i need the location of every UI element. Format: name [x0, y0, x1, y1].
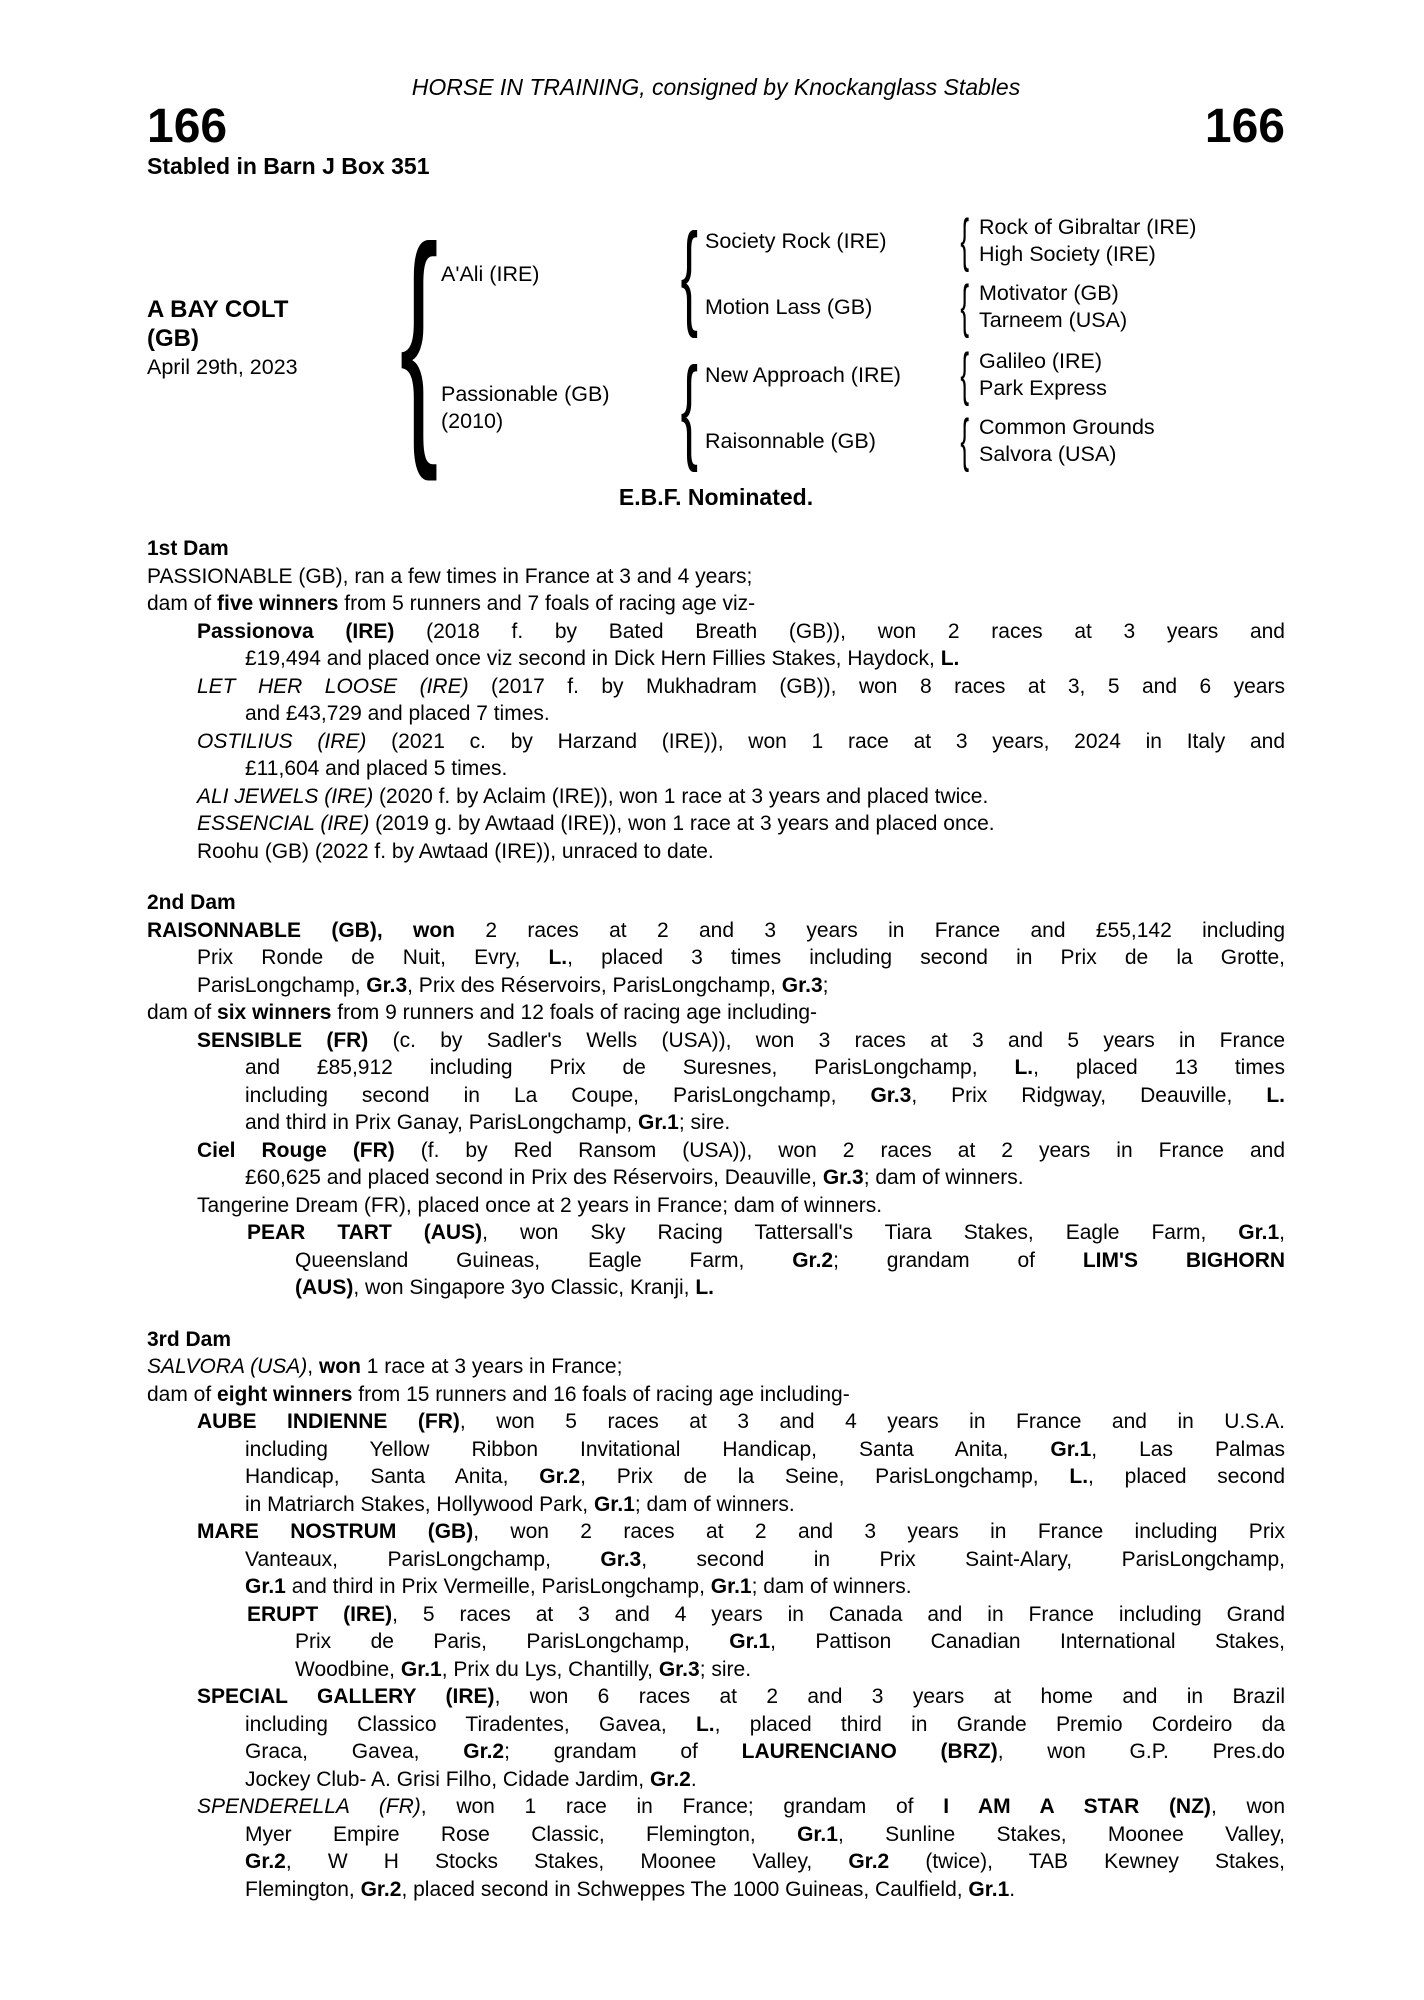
- text-run: (2017 f. by Mukhadram (GB)), won 8 races at 3, 5 and 6 years: [468, 674, 1285, 698]
- pedigree-grandparent-pairs: [705, 342, 1285, 473]
- bold-text-run: eight winners: [217, 1382, 353, 1406]
- text-run: ; sire.: [699, 1657, 752, 1681]
- dam-section-heading: 3rd Dam: [147, 1327, 232, 1351]
- dam-section: [147, 1326, 1285, 1904]
- pedigree-great-grandparent-name: Galileo (IRE): [979, 349, 1103, 373]
- pedigree-great-grandparent-name: Common Grounds: [979, 415, 1155, 439]
- bold-text-run: SENSIBLE (FR): [197, 1028, 369, 1052]
- text-run: , Las Palmas: [1091, 1437, 1286, 1461]
- text-run: Prix Ronde de Nuit, Evry,: [197, 946, 549, 969]
- text-run: Jockey Club- A. Grisi Filho, Cidade Jardim,: [245, 1767, 650, 1791]
- text-line: [147, 1408, 1285, 1436]
- text-run: from 9 runners and 12 foals of racing age including-: [331, 1001, 818, 1024]
- text-line: [147, 972, 1285, 1000]
- pedigree-text-paragraph: [147, 810, 1285, 838]
- text-line: [147, 1601, 1285, 1629]
- curly-brace: {: [960, 208, 970, 273]
- text-line: [147, 1436, 1285, 1464]
- curly-brace: {: [960, 408, 970, 473]
- bold-text-run: Gr.3: [600, 1547, 642, 1571]
- text-run: , won 5 races at 3 and 4 years in France and in U.S.A.: [459, 1410, 1285, 1433]
- bold-text-run: L.: [695, 1276, 714, 1299]
- pedigree-pair: [705, 208, 1285, 273]
- pedigree-pair: [705, 408, 1285, 473]
- text-line: [147, 917, 1285, 945]
- pedigree-great-grandparent-name: Salvora (USA): [979, 442, 1117, 466]
- bold-text-run: Gr.3: [781, 973, 823, 997]
- text-run: (f. by Red Ransom (USA)), won 2 races at 2 years in France and: [394, 1138, 1285, 1162]
- dam-section-heading: 2nd Dam: [147, 891, 236, 914]
- text-line: [147, 1247, 1285, 1275]
- italic-text-run: ALI JEWELS (IRE): [197, 784, 374, 808]
- text-line: [147, 728, 1285, 756]
- lot-number-left: 166: [147, 100, 228, 153]
- bold-text-run: Gr.2: [360, 1877, 402, 1901]
- text-line: [147, 1109, 1285, 1137]
- text-run: , second in Prix Saint-Alary, ParisLongchamp,: [641, 1547, 1285, 1571]
- text-line: [147, 1628, 1285, 1656]
- bold-text-run: Gr.1: [710, 1575, 752, 1598]
- pedigree-text-paragraph: [147, 1381, 1285, 1409]
- text-run: ,: [307, 1355, 319, 1378]
- pedigree-pair: [705, 274, 1285, 339]
- bold-text-run: LAURENCIANO (BRZ): [741, 1740, 998, 1763]
- text-run: (c. by Sadler's Wells (USA)), won 3 races at 3 and 5 years in France: [368, 1028, 1285, 1052]
- text-line: [147, 1518, 1285, 1546]
- text-run: ParisLongchamp,: [197, 973, 367, 997]
- pedigree-grandparent-name: Motion Lass (GB): [705, 294, 873, 319]
- text-run: , W H Stocks Stakes, Moonee Valley,: [285, 1850, 849, 1873]
- text-run: including second in La Coupe, ParisLongchamp,: [245, 1083, 871, 1107]
- bold-text-run: ERUPT (IRE): [247, 1602, 393, 1626]
- bold-text-run: Gr.3: [870, 1083, 912, 1107]
- text-run: ; dam of winners.: [863, 1166, 1024, 1189]
- italic-text-run: LET HER LOOSE (IRE): [197, 674, 469, 698]
- text-run: , Pattison Canadian International Stakes,: [770, 1630, 1286, 1653]
- pedigree-subject: [147, 212, 397, 464]
- bold-text-run: Gr.1: [797, 1822, 838, 1846]
- italic-text-run: ESSENCIAL (IRE): [197, 812, 370, 835]
- bold-text-run: L.: [1266, 1083, 1285, 1107]
- text-run: ,: [1279, 1221, 1285, 1244]
- pedigree-grandparent-name: Raisonnable (GB): [705, 428, 876, 453]
- bold-text-run: I AM A STAR (NZ): [943, 1795, 1211, 1818]
- text-run: ; sire.: [678, 1111, 731, 1134]
- pedigree-text-paragraph: [147, 1137, 1285, 1192]
- pedigree-table: [147, 193, 1285, 482]
- curly-brace: {: [960, 274, 970, 339]
- text-run: ;: [822, 973, 829, 997]
- text-run: Queensland Guineas, Eagle Farm,: [295, 1248, 793, 1272]
- text-line: [147, 1711, 1285, 1739]
- lot-number-right: 166: [1204, 100, 1285, 153]
- text-run: , placed 13 times: [1033, 1056, 1285, 1079]
- stabled-line: Stabled in Barn J Box 351: [147, 153, 430, 179]
- bold-text-run: RAISONNABLE (GB), won: [147, 918, 456, 942]
- text-run: PASSIONABLE (GB), ran a few times in France at 3 and 4 years;: [147, 564, 753, 588]
- text-run: and £85,912 including Prix de Suresnes, ParisLongchamp,: [245, 1056, 1015, 1079]
- subject-suffix: (GB): [147, 324, 199, 352]
- pedigree-text-paragraph: [147, 590, 1285, 618]
- italic-text-run: SALVORA (USA): [147, 1355, 308, 1378]
- text-run: , won Sky Racing Tattersall's Tiara Stakes, Eagle Farm,: [482, 1221, 1239, 1244]
- pedigree-grandparent-pairs: [705, 208, 1285, 339]
- bold-text-run: L.: [1069, 1465, 1089, 1488]
- pedigree-text-paragraph: [147, 618, 1285, 673]
- pedigree-text-paragraph: [147, 1408, 1285, 1518]
- text-run: ; dam of winners.: [751, 1575, 912, 1598]
- pedigree-text-paragraph: [147, 1683, 1285, 1793]
- text-run: , won 2 races at 2 and 3 years in France including Prix: [473, 1520, 1285, 1543]
- text-run: , won G.P. Pres.do: [997, 1740, 1285, 1763]
- text-run: , Prix du Lys, Chantilly,: [441, 1657, 659, 1681]
- text-run: Vanteaux, ParisLongchamp,: [245, 1547, 601, 1571]
- text-run: , Prix de la Seine, ParisLongchamp,: [580, 1465, 1070, 1488]
- pedigree-great-grandparent-name: High Society (IRE): [979, 242, 1156, 266]
- bold-text-run: Gr.3: [658, 1657, 700, 1681]
- text-run: , placed second in Schweppes The 1000 Guineas, Caulfield,: [401, 1877, 969, 1901]
- text-run: , Prix Ridgway, Deauville,: [911, 1083, 1267, 1107]
- bold-text-run: Gr.1: [593, 1492, 635, 1516]
- text-run: Myer Empire Rose Classic, Flemington,: [245, 1822, 798, 1846]
- text-line: [147, 838, 1285, 866]
- text-line: [147, 1656, 1285, 1684]
- text-line: [147, 1821, 1285, 1849]
- bold-text-run: Gr.2: [848, 1850, 890, 1873]
- text-line: [147, 590, 1285, 618]
- bold-text-run: (AUS): [295, 1276, 354, 1299]
- pedigree-text-paragraph: [147, 838, 1285, 866]
- text-line: [147, 1876, 1285, 1904]
- text-line: [147, 1573, 1285, 1601]
- pedigree-text-paragraph: [147, 1601, 1285, 1684]
- text-run: .: [690, 1767, 697, 1791]
- text-line: [147, 1137, 1285, 1165]
- pedigree-text-paragraph: [147, 1518, 1285, 1601]
- bold-text-run: L.: [940, 647, 960, 670]
- dam-section: [147, 535, 1285, 865]
- bold-text-run: LIM'S BIGHORN: [1082, 1248, 1286, 1272]
- pedigree-great-grandparents: [979, 278, 1285, 336]
- text-run: 1 race at 3 years in France;: [360, 1355, 623, 1378]
- pedigree-text-paragraph: [147, 728, 1285, 783]
- bold-text-run: SPECIAL GALLERY (IRE): [197, 1685, 495, 1708]
- text-line: [147, 1219, 1285, 1247]
- bold-text-run: Gr.3: [822, 1166, 864, 1189]
- pedigree-great-grandparent-name: Park Express: [979, 376, 1107, 400]
- bold-text-run: five winners: [217, 592, 339, 615]
- text-run: in Matriarch Stakes, Hollywood Park,: [245, 1492, 594, 1516]
- text-run: , Sunline Stakes, Moonee Valley,: [837, 1822, 1285, 1846]
- text-line: [147, 1793, 1285, 1821]
- bold-text-run: Gr.2: [792, 1248, 834, 1272]
- text-run: from 5 runners and 7 foals of racing age viz-: [338, 592, 756, 615]
- pedigree-grandparent-name: New Approach (IRE): [705, 362, 901, 387]
- text-line: [147, 1546, 1285, 1574]
- bold-text-run: Gr.1: [245, 1575, 286, 1598]
- text-run: (2018 f. by Bated Breath (GB)), won 2 races at 3 years and: [394, 619, 1285, 643]
- text-run: dam of: [147, 1001, 218, 1024]
- subject-foal-date: April 29th, 2023: [147, 354, 298, 379]
- text-line: [147, 1164, 1285, 1192]
- text-run: £19,494 and placed once viz second in Dick Hern Fillies Stakes, Haydock,: [245, 647, 941, 670]
- text-run: , placed third in Grande Premio Cordeiro da: [714, 1712, 1285, 1736]
- text-run: ; dam of winners.: [634, 1492, 795, 1516]
- bold-text-run: Gr.1: [400, 1657, 442, 1681]
- bold-text-run: Gr.1: [637, 1111, 679, 1134]
- text-line: [147, 755, 1285, 783]
- curly-brace: {: [960, 342, 970, 407]
- pedigree-parent-year: (2010): [441, 409, 504, 433]
- curly-brace-main: {: [399, 193, 439, 482]
- pedigree-great-grandparent-name: Motivator (GB): [979, 281, 1119, 305]
- text-run: , won Singapore 3yo Classic, Kranji,: [353, 1276, 696, 1299]
- text-line: [147, 1381, 1285, 1409]
- text-line: [147, 1353, 1285, 1381]
- pedigree-text-paragraph: [147, 563, 1285, 591]
- pedigree-great-grandparents: [979, 212, 1285, 270]
- bold-text-run: six winners: [217, 1001, 332, 1024]
- subject-name: A BAY COLT: [147, 295, 289, 323]
- bold-text-run: Passionova (IRE): [197, 619, 395, 643]
- text-run: including Yellow Ribbon Invitational Handicap, Santa Anita,: [245, 1437, 1051, 1461]
- dam-section: [147, 889, 1285, 1302]
- pedigree-parent: [441, 346, 673, 470]
- text-line: [147, 618, 1285, 646]
- pedigree-text-paragraph: [147, 673, 1285, 728]
- pedigree-great-grandparent-name: Tarneem (USA): [979, 308, 1128, 332]
- curly-brace: {: [680, 209, 698, 339]
- text-run: (2021 c. by Harzand (IRE)), won 1 race at 3 years, 2024 in Italy and: [366, 729, 1285, 753]
- bold-text-run: AUBE INDIENNE (FR): [197, 1410, 460, 1433]
- text-run: £60,625 and placed second in Prix des Réservoirs, Deauville,: [245, 1166, 823, 1189]
- text-run: dam of: [147, 592, 218, 615]
- text-run: and third in Prix Vermeille, ParisLongchamp,: [285, 1575, 711, 1598]
- bold-text-run: Gr.1: [968, 1877, 1010, 1901]
- pedigree-text-paragraph: [147, 999, 1285, 1027]
- bold-text-run: PEAR TART (AUS): [247, 1221, 483, 1244]
- text-run: (twice), TAB Kewney Stakes,: [889, 1850, 1285, 1873]
- bold-text-run: Gr.3: [366, 973, 408, 997]
- text-line: [147, 700, 1285, 728]
- pedigree-parent-name: A'Ali (IRE): [441, 261, 540, 286]
- text-run: from 15 runners and 16 foals of racing age including-: [352, 1382, 850, 1406]
- text-run: , placed second: [1088, 1465, 1285, 1488]
- text-run: and third in Prix Ganay, ParisLongchamp,: [245, 1111, 638, 1134]
- pedigree-half: [441, 208, 1285, 339]
- text-line: [147, 1766, 1285, 1794]
- text-line: [147, 783, 1285, 811]
- text-run: dam of: [147, 1382, 218, 1406]
- text-line: [147, 645, 1285, 673]
- text-line: [147, 1274, 1285, 1302]
- bold-text-run: Gr.1: [729, 1630, 771, 1653]
- consignor-line: HORSE IN TRAINING, consigned by Knockanglass Stables: [411, 74, 1021, 100]
- text-run: Tangerine Dream (FR), placed once at 2 years in France; dam of winners.: [197, 1193, 883, 1217]
- text-run: (2020 f. by Aclaim (IRE)), won 1 race at 3 years and placed twice.: [373, 784, 989, 808]
- text-run: Handicap, Santa Anita,: [245, 1465, 540, 1488]
- catalogue-body: [147, 535, 1285, 1903]
- pedigree-text-paragraph: [147, 1192, 1285, 1220]
- pedigree-parent-name: Passionable (GB): [441, 382, 610, 406]
- pedigree-grandparent-name: Society Rock (IRE): [705, 228, 887, 253]
- pedigree-parent: [441, 212, 673, 336]
- text-run: ; grandam of: [504, 1740, 742, 1763]
- bold-text-run: Gr.2: [539, 1465, 581, 1488]
- text-run: Prix de Paris, ParisLongchamp,: [295, 1630, 730, 1653]
- bold-text-run: won: [318, 1355, 361, 1378]
- text-run: and £43,729 and placed 7 times.: [245, 702, 550, 725]
- pedigree-great-grandparents: [979, 346, 1285, 404]
- bold-text-run: Gr.1: [1238, 1221, 1280, 1244]
- bold-text-run: MARE NOSTRUM (GB): [197, 1520, 474, 1543]
- text-run: (2019 g. by Awtaad (IRE)), won 1 race at 3 years and placed once.: [369, 812, 995, 835]
- text-run: ; grandam of: [833, 1248, 1083, 1272]
- text-line: [147, 1192, 1285, 1220]
- text-run: Roohu (GB) (2022 f. by Awtaad (IRE)), unraced to date.: [197, 839, 714, 863]
- pedigree-pair: [705, 342, 1285, 407]
- pedigree-great-grandparent-name: Rock of Gibraltar (IRE): [979, 215, 1197, 239]
- text-line: [147, 563, 1285, 591]
- lot-number-row: [147, 100, 1285, 153]
- text-line: [147, 1027, 1285, 1055]
- curly-brace: {: [680, 343, 698, 473]
- text-run: 2 races at 2 and 3 years in France and £55,142 including: [455, 918, 1285, 942]
- dam-section-heading: 1st Dam: [147, 537, 229, 560]
- text-line: [147, 1491, 1285, 1519]
- text-line: [147, 810, 1285, 838]
- bold-text-run: Gr.2: [245, 1850, 286, 1873]
- pedigree-text-paragraph: [147, 1219, 1285, 1302]
- bold-text-run: Ciel Rouge (FR): [197, 1138, 395, 1162]
- italic-text-run: SPENDERELLA (FR): [197, 1795, 421, 1818]
- text-line: [147, 1054, 1285, 1082]
- text-run: Woodbine,: [295, 1657, 401, 1681]
- text-run: , won: [1210, 1795, 1285, 1818]
- text-line: [147, 1082, 1285, 1110]
- text-run: , won 1 race in France; grandam of: [420, 1795, 944, 1818]
- text-line: [147, 999, 1285, 1027]
- pedigree-generations: [441, 208, 1285, 473]
- pedigree-text-paragraph: [147, 917, 1285, 1000]
- pedigree-great-grandparents: [979, 412, 1285, 470]
- text-run: , won 6 races at 2 and 3 years at home and in Brazil: [494, 1685, 1285, 1708]
- text-line: [147, 1738, 1285, 1766]
- italic-text-run: OSTILIUS (IRE): [197, 729, 367, 753]
- text-run: , Prix des Réservoirs, ParisLongchamp,: [407, 973, 782, 997]
- text-run: including Classico Tiradentes, Gavea,: [245, 1712, 696, 1736]
- pedigree-text-paragraph: [147, 1027, 1285, 1137]
- pedigree-text-paragraph: [147, 783, 1285, 811]
- text-run: .: [1009, 1877, 1016, 1901]
- text-run: £11,604 and placed 5 times.: [245, 757, 508, 780]
- text-line: [147, 944, 1285, 972]
- text-run: Flemington,: [245, 1877, 361, 1901]
- bold-text-run: L.: [1014, 1056, 1034, 1079]
- bold-text-run: Gr.2: [463, 1740, 505, 1763]
- text-line: [147, 1848, 1285, 1876]
- pedigree-text-paragraph: [147, 1793, 1285, 1903]
- text-line: [147, 1463, 1285, 1491]
- ebf-line: E.B.F. Nominated.: [618, 484, 814, 510]
- text-line: [147, 673, 1285, 701]
- bold-text-run: Gr.1: [1050, 1437, 1092, 1461]
- text-run: , placed 3 times including second in Prix de la Grotte,: [567, 946, 1285, 969]
- bold-text-run: Gr.2: [649, 1767, 691, 1791]
- pedigree-half: [441, 342, 1285, 473]
- bold-text-run: L.: [548, 946, 568, 969]
- pedigree-text-paragraph: [147, 1353, 1285, 1381]
- bold-text-run: L.: [695, 1712, 715, 1736]
- text-line: [147, 1683, 1285, 1711]
- text-run: Graca, Gavea,: [245, 1740, 464, 1763]
- text-run: , 5 races at 3 and 4 years in Canada and in France including Grand: [392, 1602, 1286, 1626]
